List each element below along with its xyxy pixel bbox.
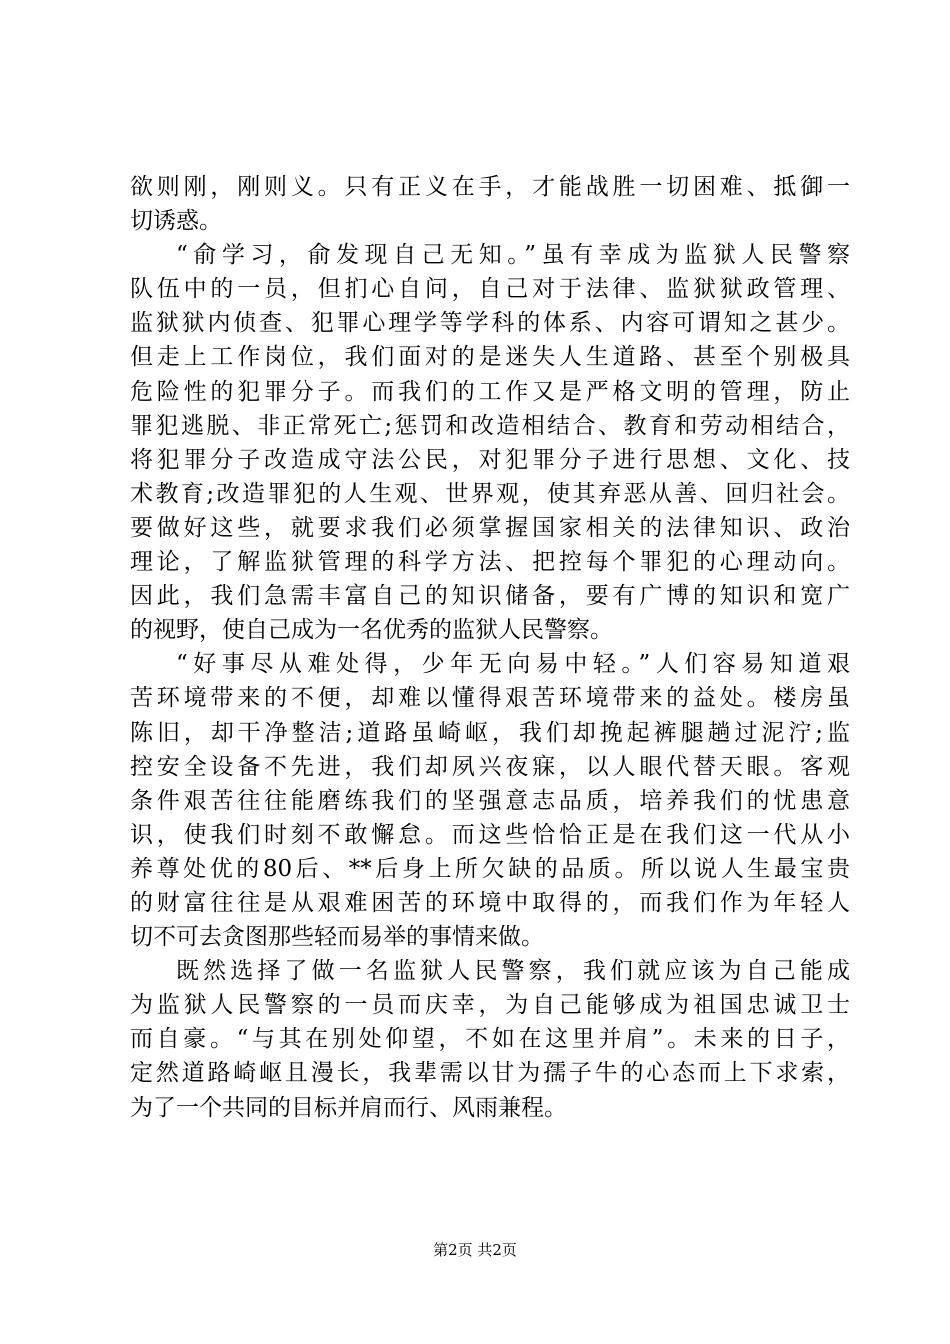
text-line: 将犯罪分子改造成守法公民，对犯罪分子进行思想、文化、技 — [130, 446, 850, 473]
text-line: 术教育;改造罪犯的人生观、世界观，使其弃恶从善、回归社会。 — [130, 480, 850, 507]
text-line: 的视野，使自己成为一名优秀的监狱人民警察。 — [130, 617, 613, 644]
text-line: 既然选择了做一名监狱人民警察，我们就应该为自己能成 — [176, 958, 850, 985]
text-line: 危险性的犯罪分子。而我们的工作又是严格文明的管理，防止 — [130, 378, 850, 405]
document-body — [130, 170, 850, 1125]
text-line: 养尊处优的80后、**后身上所欠缺的品质。所以说人生最宝贵 — [130, 855, 850, 882]
text-line: 而自豪。“与其在别处仰望，不如在这里并肩”。未来的日子， — [130, 1026, 850, 1053]
text-line: 但走上工作岗位，我们面对的是迷失人生道路、甚至个别极具 — [130, 344, 850, 371]
text-line: 定然道路崎岖且漫长，我辈需以甘为孺子牛的心态而上下求索， — [130, 1060, 850, 1087]
paragraph — [130, 238, 850, 647]
text-line: “好事尽从难处得，少年无向易中轻。”人们容易知道艰 — [176, 651, 850, 678]
paragraph — [130, 954, 850, 1124]
text-line: “俞学习，俞发现自己无知。”虽有幸成为监狱人民警察 — [176, 242, 850, 269]
text-line: 陈旧，却干净整洁;道路虽崎岖，我们却挽起裤腿趟过泥泞;监 — [130, 719, 850, 746]
text-line: 条件艰苦往往能磨练我们的坚强意志品质，培养我们的忧患意 — [130, 787, 850, 814]
text-line: 要做好这些，就要求我们必须掌握国家相关的法律知识、政治 — [130, 514, 850, 541]
text-line: 为监狱人民警察的一员而庆幸，为自己能够成为祖国忠诚卫士 — [130, 992, 850, 1019]
text-line: 因此，我们急需丰富自己的知识储备，要有广博的知识和宽广 — [130, 583, 850, 610]
text-line: 控安全设备不先进，我们却夙兴夜寐，以人眼代替天眼。客观 — [130, 753, 850, 780]
page-footer: 第2页 共2页 — [433, 1241, 517, 1259]
text-line: 队伍中的一员，但扪心自问，自己对于法律、监狱狱政管理、 — [130, 276, 850, 303]
text-line: 监狱狱内侦查、犯罪心理学等学科的体系、内容可谓知之甚少。 — [130, 310, 850, 337]
text-line: 欲则刚，刚则义。只有正义在手，才能战胜一切困难、抵御一 — [130, 174, 850, 200]
text-line: 切诱惑。 — [130, 208, 222, 235]
text-line: 理论，了解监狱管理的科学方法、把控每个罪犯的心理动向。 — [130, 549, 850, 576]
paragraph — [130, 647, 850, 954]
text-line: 的财富往往是从艰难困苦的环境中取得的，而我们作为年轻人 — [130, 889, 850, 916]
text-line: 识，使我们时刻不敢懈怠。而这些恰恰正是在我们这一代从小 — [130, 821, 850, 848]
paragraph — [130, 170, 850, 238]
text-line: 为了一个共同的目标并肩而行、风雨兼程。 — [130, 1094, 567, 1121]
text-line: 罪犯逃脱、非正常死亡;惩罚和改造相结合、教育和劳动相结合， — [130, 412, 850, 439]
text-line: 苦环境带来的不便，却难以懂得艰苦环境带来的益处。楼房虽 — [130, 685, 850, 712]
text-line: 切不可去贪图那些轻而易举的事情来做。 — [130, 924, 544, 951]
